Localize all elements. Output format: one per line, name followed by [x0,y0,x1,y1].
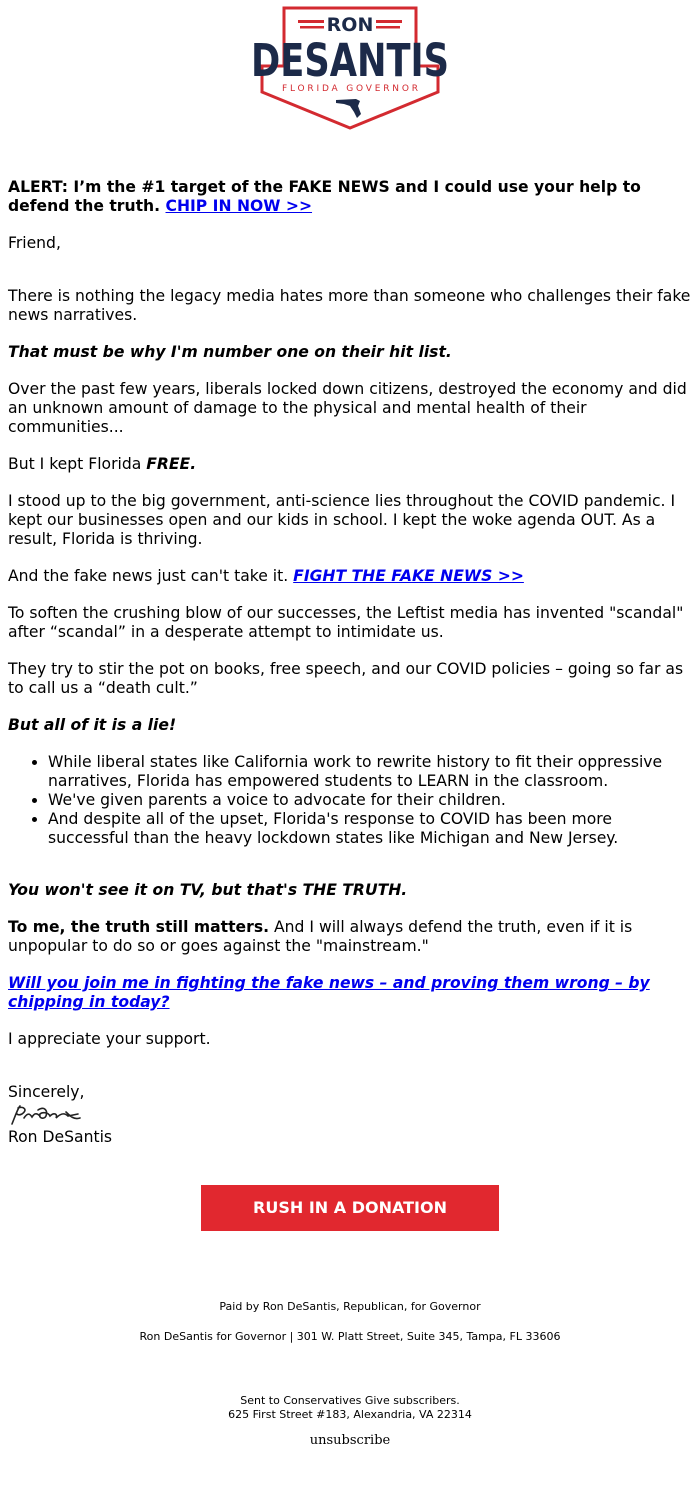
paragraph-lie: But all of it is a lie! [8,716,177,734]
paragraph-stir-pot: They try to stir the pot on books, free speech, and our COVID policies – going so far as to call us a “death cult.” [8,660,684,697]
fight-fake-news-link[interactable]: FIGHT THE FAKE NEWS >> [293,567,524,585]
free-emphasis: FREE. [146,455,197,473]
greeting: Friend, [8,234,61,252]
donate-button-container [201,1185,499,1231]
paragraph-scandal: To soften the crushing blow of our successes, the Leftist media has invented "scandal" after “scandal” in a desperate attempt to intimidate us. [8,604,684,641]
paragraph-hit-list: That must be why I'm number one on their hit list. [8,343,452,361]
paragraph-join-me [8,974,692,1012]
logo-sub-text: FLORIDA GOVERNOR [282,84,418,94]
list-item: • While liberal states like California work to rewrite history to fit their oppressive narratives, Florida has empowered students to LEARN in the classroom. [48,753,692,791]
paragraph-kept-free: But I kept Florida FREE. [8,455,197,473]
logo-top-text: RON [326,14,374,36]
paragraph-appreciate: I appreciate your support. [8,1030,211,1048]
list-item: • And despite all of the upset, Florida's response to COVID has been more successful than the heavy lockdown states like Michigan and New Jersey. [48,810,692,848]
logo-main-text: DESANTIS [251,34,449,87]
paragraph-the-truth: You won't see it on TV, but that's THE TRUTH. [8,881,408,899]
bullet-list [8,753,692,848]
paragraph-legacy-media: There is nothing the legacy media hates more than someone who challenges their fake news narratives. [8,287,691,324]
paragraph-lockdowns: Over the past few years, liberals locked down citizens, destroyed the economy and did an unknown amount of damage to the physical and mental health of their communities... [8,380,687,436]
paragraph-fake-news: And the fake news just can't take it. FIGHT THE FAKE NEWS >> [8,567,524,585]
list-item: • We've given parents a voice to advocate for their children. [48,791,692,810]
signature-block [8,1083,692,1147]
closing: Sincerely, [8,1083,85,1101]
paid-by-disclaimer: Paid by Ron DeSantis, Republican, for Governor [219,1300,481,1313]
sender-address: 625 First Street #183, Alexandria, VA 22314 [228,1408,472,1421]
signature-image [8,1102,100,1128]
florida-state-icon [336,99,361,118]
alert-paragraph: ALERT: I’m the #1 target of the FAKE NEWS and I could use your help to defend the truth. CHIP IN NOW >> [8,178,641,215]
sent-to-notice: Sent to Conservatives Give subscribers. [240,1394,460,1407]
unsubscribe-link[interactable]: unsubscribe [309,1433,391,1448]
join-me-link[interactable]: Will you join me in fighting the fake news – and proving them wrong – by chipping in today? [8,974,650,1011]
chip-in-link[interactable]: CHIP IN NOW >> [165,197,313,215]
signer-name: Ron DeSantis [8,1128,113,1146]
paragraph-truth-matters: To me, the truth still matters. And I will always defend the truth, even if it is unpopular to do so or goes against the "mainstream." [8,918,633,955]
campaign-address: Ron DeSantis for Governor | 301 W. Platt Street, Suite 345, Tampa, FL 33606 [139,1330,561,1343]
rush-donation-button[interactable]: RUSH IN A DONATION [201,1185,499,1231]
campaign-logo [248,6,452,130]
email-body [8,178,692,1147]
paragraph-stood-up: I stood up to the big government, anti-science lies throughout the COVID pandemic. I kept our businesses open and our kids in school. I kept the woke agenda OUT. As a result, Florida is thriving. [8,492,676,548]
